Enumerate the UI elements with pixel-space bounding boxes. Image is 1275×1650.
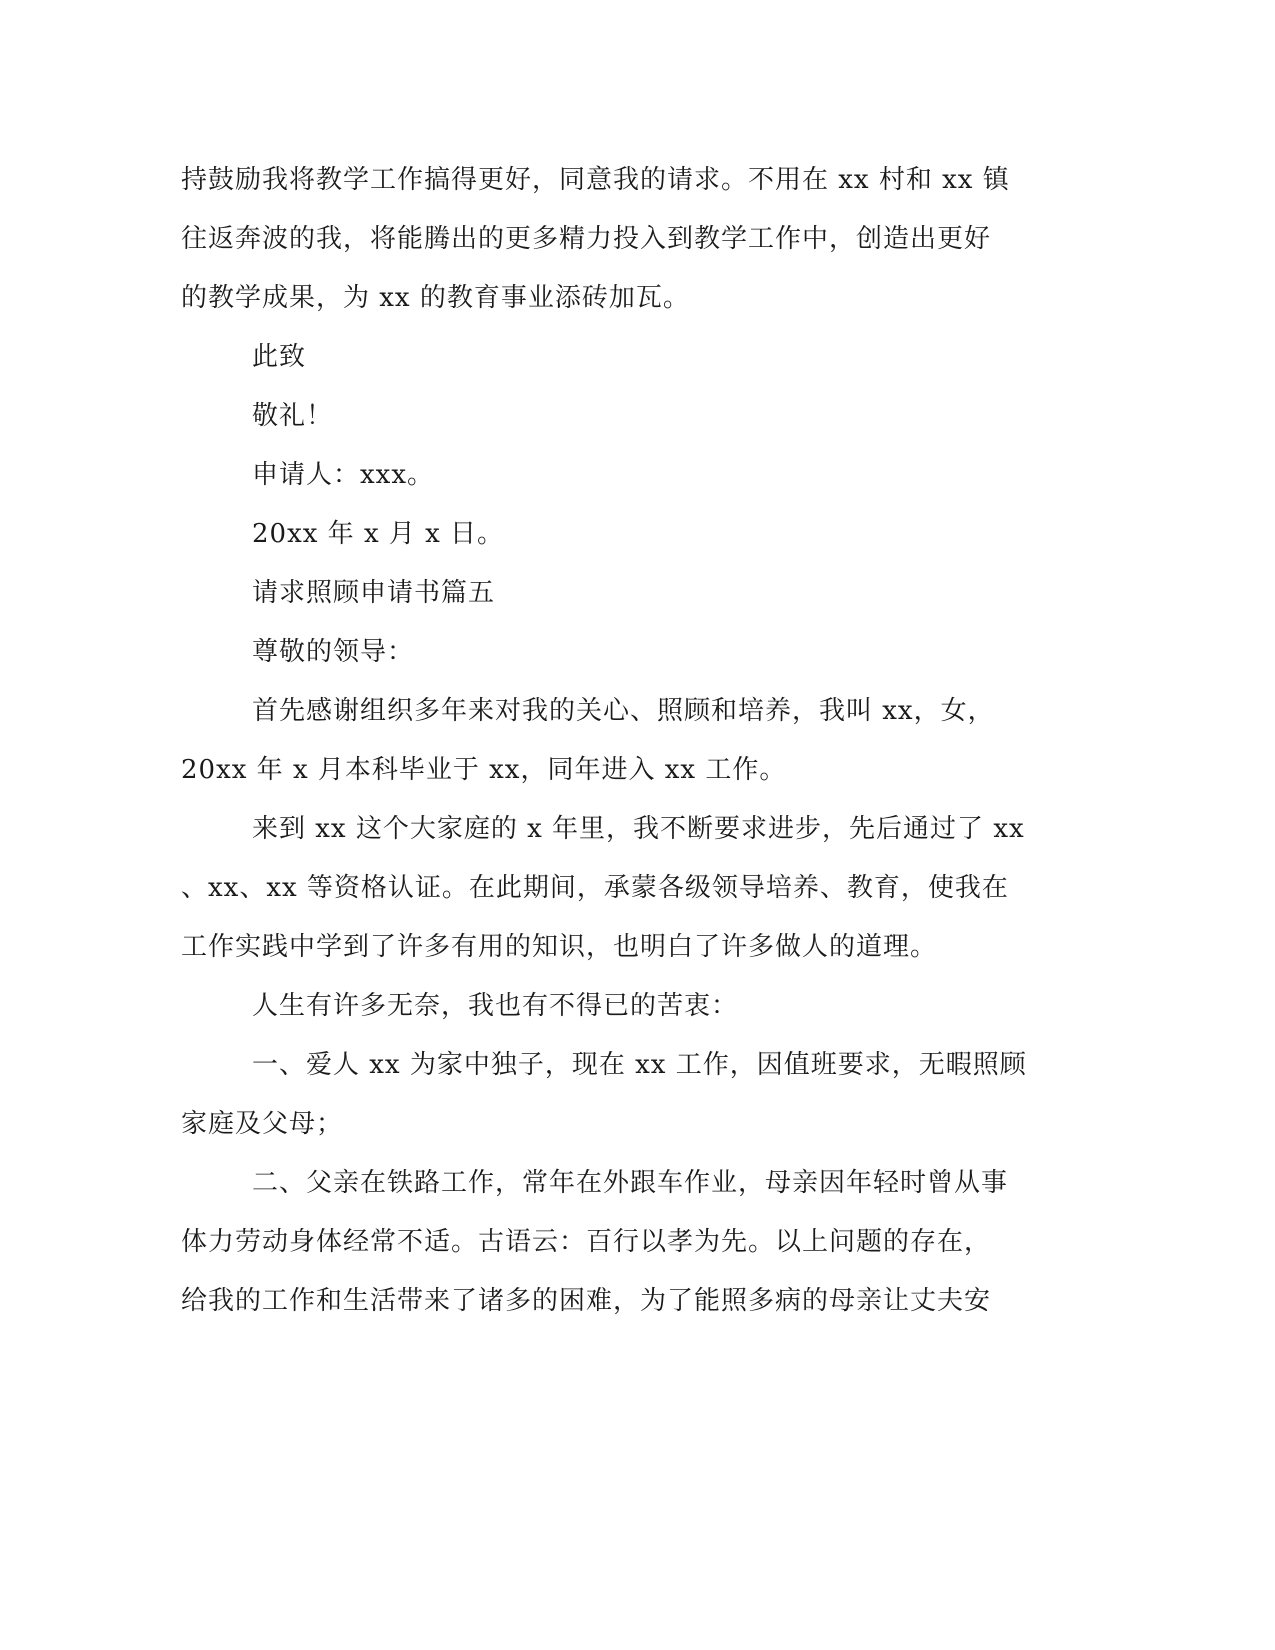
text-line: 20xx 年 x 月本科毕业于 xx，同年进入 xx 工作。 xyxy=(181,755,787,785)
text-line: 持鼓励我将教学工作搞得更好，同意我的请求。不用在 xx 村和 xx 镇 xyxy=(181,165,1010,195)
text-line: 给我的工作和生活带来了诸多的困难，为了能照多病的母亲让丈夫安 xyxy=(181,1286,992,1316)
text-line: 体力劳动身体经常不适。古语云：百行以孝为先。以上问题的存在， xyxy=(181,1227,992,1257)
text-line: 工作实践中学到了许多有用的知识，也明白了许多做人的道理。 xyxy=(181,932,938,962)
text-line: 二、父亲在铁路工作，常年在外跟车作业，母亲因年轻时曾从事 xyxy=(252,1168,1009,1198)
text-line: 的教学成果，为 xx 的教育事业添砖加瓦。 xyxy=(181,283,690,313)
text-line: 、xx、xx 等资格认证。在此期间，承蒙各级领导培养、教育，使我在 xyxy=(181,873,1009,903)
text-line: 家庭及父母； xyxy=(181,1109,344,1139)
text-line: 往返奔波的我，将能腾出的更多精力投入到教学工作中，创造出更好 xyxy=(181,224,992,254)
closing-regards: 敬礼！ xyxy=(252,401,334,431)
text-line: 来到 xx 这个大家庭的 x 年里，我不断要求进步，先后通过了 xx xyxy=(252,814,1025,844)
applicant-signature: 申请人：xxx。 xyxy=(252,460,434,490)
date-line: 20xx 年 x 月 x 日。 xyxy=(252,519,505,549)
text-line: 首先感谢组织多年来对我的关心、照顾和培养，我叫 xx，女， xyxy=(252,696,995,726)
section-title: 请求照顾申请书篇五 xyxy=(252,578,496,608)
greeting: 尊敬的领导： xyxy=(252,637,415,667)
text-line: 一、爱人 xx 为家中独子，现在 xx 工作，因值班要求，无暇照顾 xyxy=(252,1050,1027,1080)
text-line: 人生有许多无奈，我也有不得已的苦衷： xyxy=(252,991,739,1021)
closing-salutation: 此致 xyxy=(252,342,307,372)
